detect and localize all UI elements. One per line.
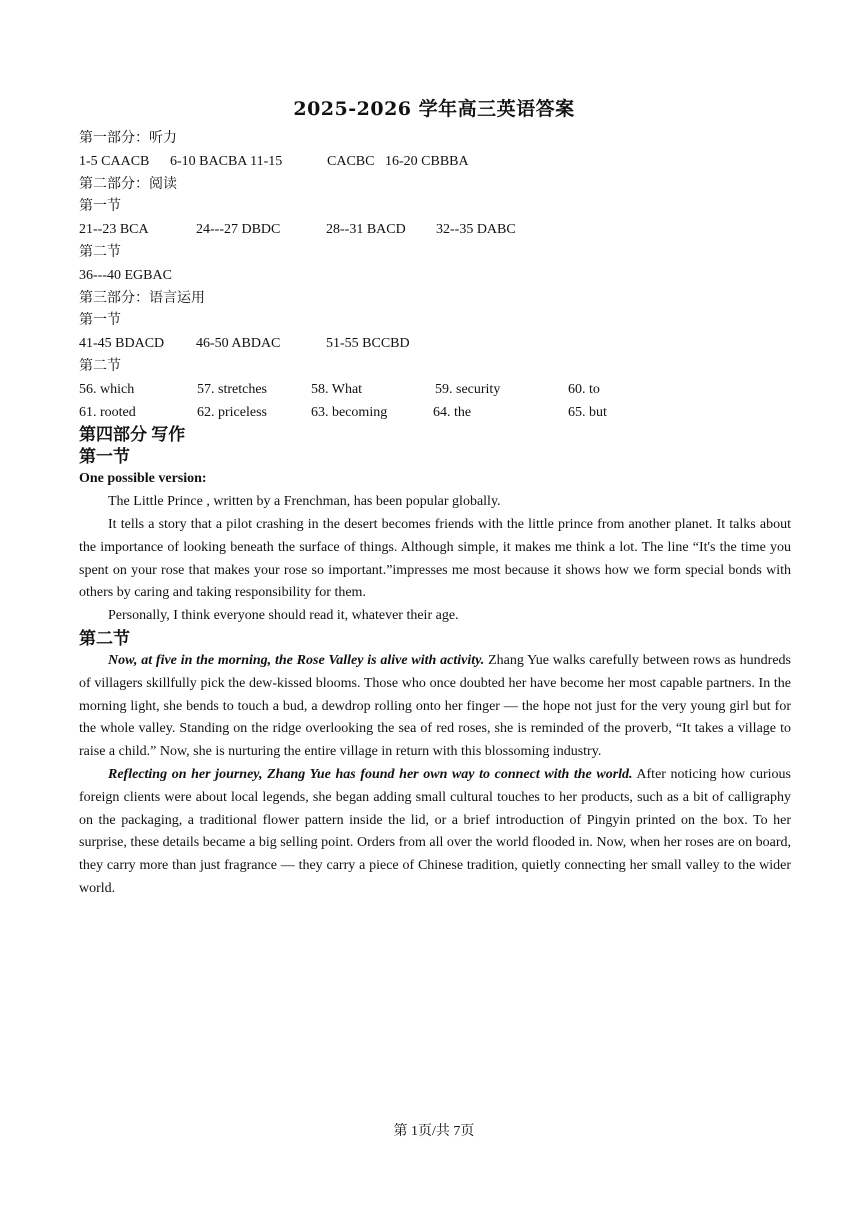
answer-group: 41-45 BDACD xyxy=(79,336,165,352)
answer-group: 21--23 BCA xyxy=(79,222,149,238)
version-label: One possible version: xyxy=(79,471,207,487)
paragraph-body: Zhang Yue walks carefully between rows as hundreds of villagers skillfully pick the dew-kissed blooms. Those who once doubted her have become her most capable partners. In the morning light, she bends to touch a bud, a dewdrop rolling onto her finger — the hope not just for the very young girl but for the whole valley. Standing on the ridge overlooking the sea of red roses, she is reminded of the proverb, “It takes a village to raise a child.” Now, she is nurturing the entire village in return with this blossoming industry. xyxy=(79,652,791,760)
part3-sec1-heading: 第一节 xyxy=(79,313,121,329)
answer-group: CACBC xyxy=(327,153,375,169)
part3-sec2-row2 xyxy=(79,402,791,425)
cloze-answer: 57. stretches xyxy=(197,381,267,397)
essay-paragraph: It tells a story that a pilot crashing in the desert becomes friends with the little prince from another planet. It talks about the importance of looking beneath the surface of things. Although simple, it makes me think a lot. The line “It's the time you spent on your rose that makes your rose so important.”impresses me most because it shows how we form special bonds with others by caring and taking responsibility for them. xyxy=(79,516,791,601)
continuation-paragraph xyxy=(79,764,791,901)
answer-group: 6-10 BACBA 11-15 xyxy=(170,153,283,169)
part3-sec1-answers xyxy=(79,333,791,356)
answer-group: 51-55 BCCBD xyxy=(326,336,410,352)
cloze-answer: 59. security xyxy=(435,381,501,397)
answer-group: 24---27 DBDC xyxy=(196,222,281,238)
answer-group: 16-20 CBBBA xyxy=(385,153,469,169)
page-footer: 第 1页/共 7页 xyxy=(393,1124,475,1139)
cloze-answer: 61. rooted xyxy=(79,404,136,420)
part2-sec2-answers: 36---40 EGBAC xyxy=(79,267,172,283)
cloze-answer: 64. the xyxy=(433,404,472,420)
page-title: 2025-2026 学年高三英语答案 xyxy=(293,98,575,120)
part2-sec2-heading: 第二节 xyxy=(79,244,121,260)
answer-group: 46-50 ABDAC xyxy=(196,336,281,352)
answer-group: 28--31 BACD xyxy=(326,222,406,238)
answer-content xyxy=(79,128,791,901)
part2-sec1-answers xyxy=(79,219,791,242)
answer-group: 1-5 CAACB xyxy=(79,153,150,169)
part1-answers xyxy=(79,151,791,174)
paragraph-body: After noticing how curious foreign clients were about local legends, she began adding small cultural touches to her products, such as a bit of calligraphy on the packaging, a traditional flower pattern inside the lid, or a brief introduction of Pingyin printed on the box. To her surprise, these details became a big selling point. Orders from all over the world flooded in. Now, when her roses are on board, they carry more than just fragrance — they carry a piece of Chinese tradition, quietly connecting her small valley to the wider world. xyxy=(79,766,791,896)
part4-sec1-heading: 第一节 xyxy=(79,447,130,467)
cloze-answer: 58. What xyxy=(311,381,363,397)
cloze-answer: 63. becoming xyxy=(311,404,388,420)
part3-sec2-row1 xyxy=(79,379,791,402)
cloze-answer: 56. which xyxy=(79,381,135,397)
part4-sec2-heading: 第二节 xyxy=(79,628,130,648)
continuation-paragraph xyxy=(79,650,791,764)
essay-paragraph: Personally, I think everyone should read it, whatever their age. xyxy=(108,608,459,624)
part2-sec1-heading: 第一节 xyxy=(79,199,121,215)
part3-heading: 第三部分：语言运用 xyxy=(79,290,205,306)
cloze-answer: 60. to xyxy=(568,381,600,397)
cloze-answer: 62. priceless xyxy=(197,404,267,420)
part4-heading: 第四部分 写作 xyxy=(79,425,186,445)
paragraph-lead-sentence: Now, at five in the morning, the Rose Valley is alive with activity. xyxy=(108,652,485,668)
answer-group: 32--35 DABC xyxy=(436,222,516,238)
essay-paragraph: The Little Prince , written by a Frenchman, has been popular globally. xyxy=(108,494,501,510)
part2-heading: 第二部分：阅读 xyxy=(79,176,177,192)
cloze-answer: 65. but xyxy=(568,404,607,420)
part1-heading: 第一部分：听力 xyxy=(79,131,177,146)
part3-sec2-heading: 第二节 xyxy=(79,358,121,374)
paragraph-lead-sentence: Reflecting on her journey, Zhang Yue has found her own way to connect with the world. xyxy=(108,766,633,782)
